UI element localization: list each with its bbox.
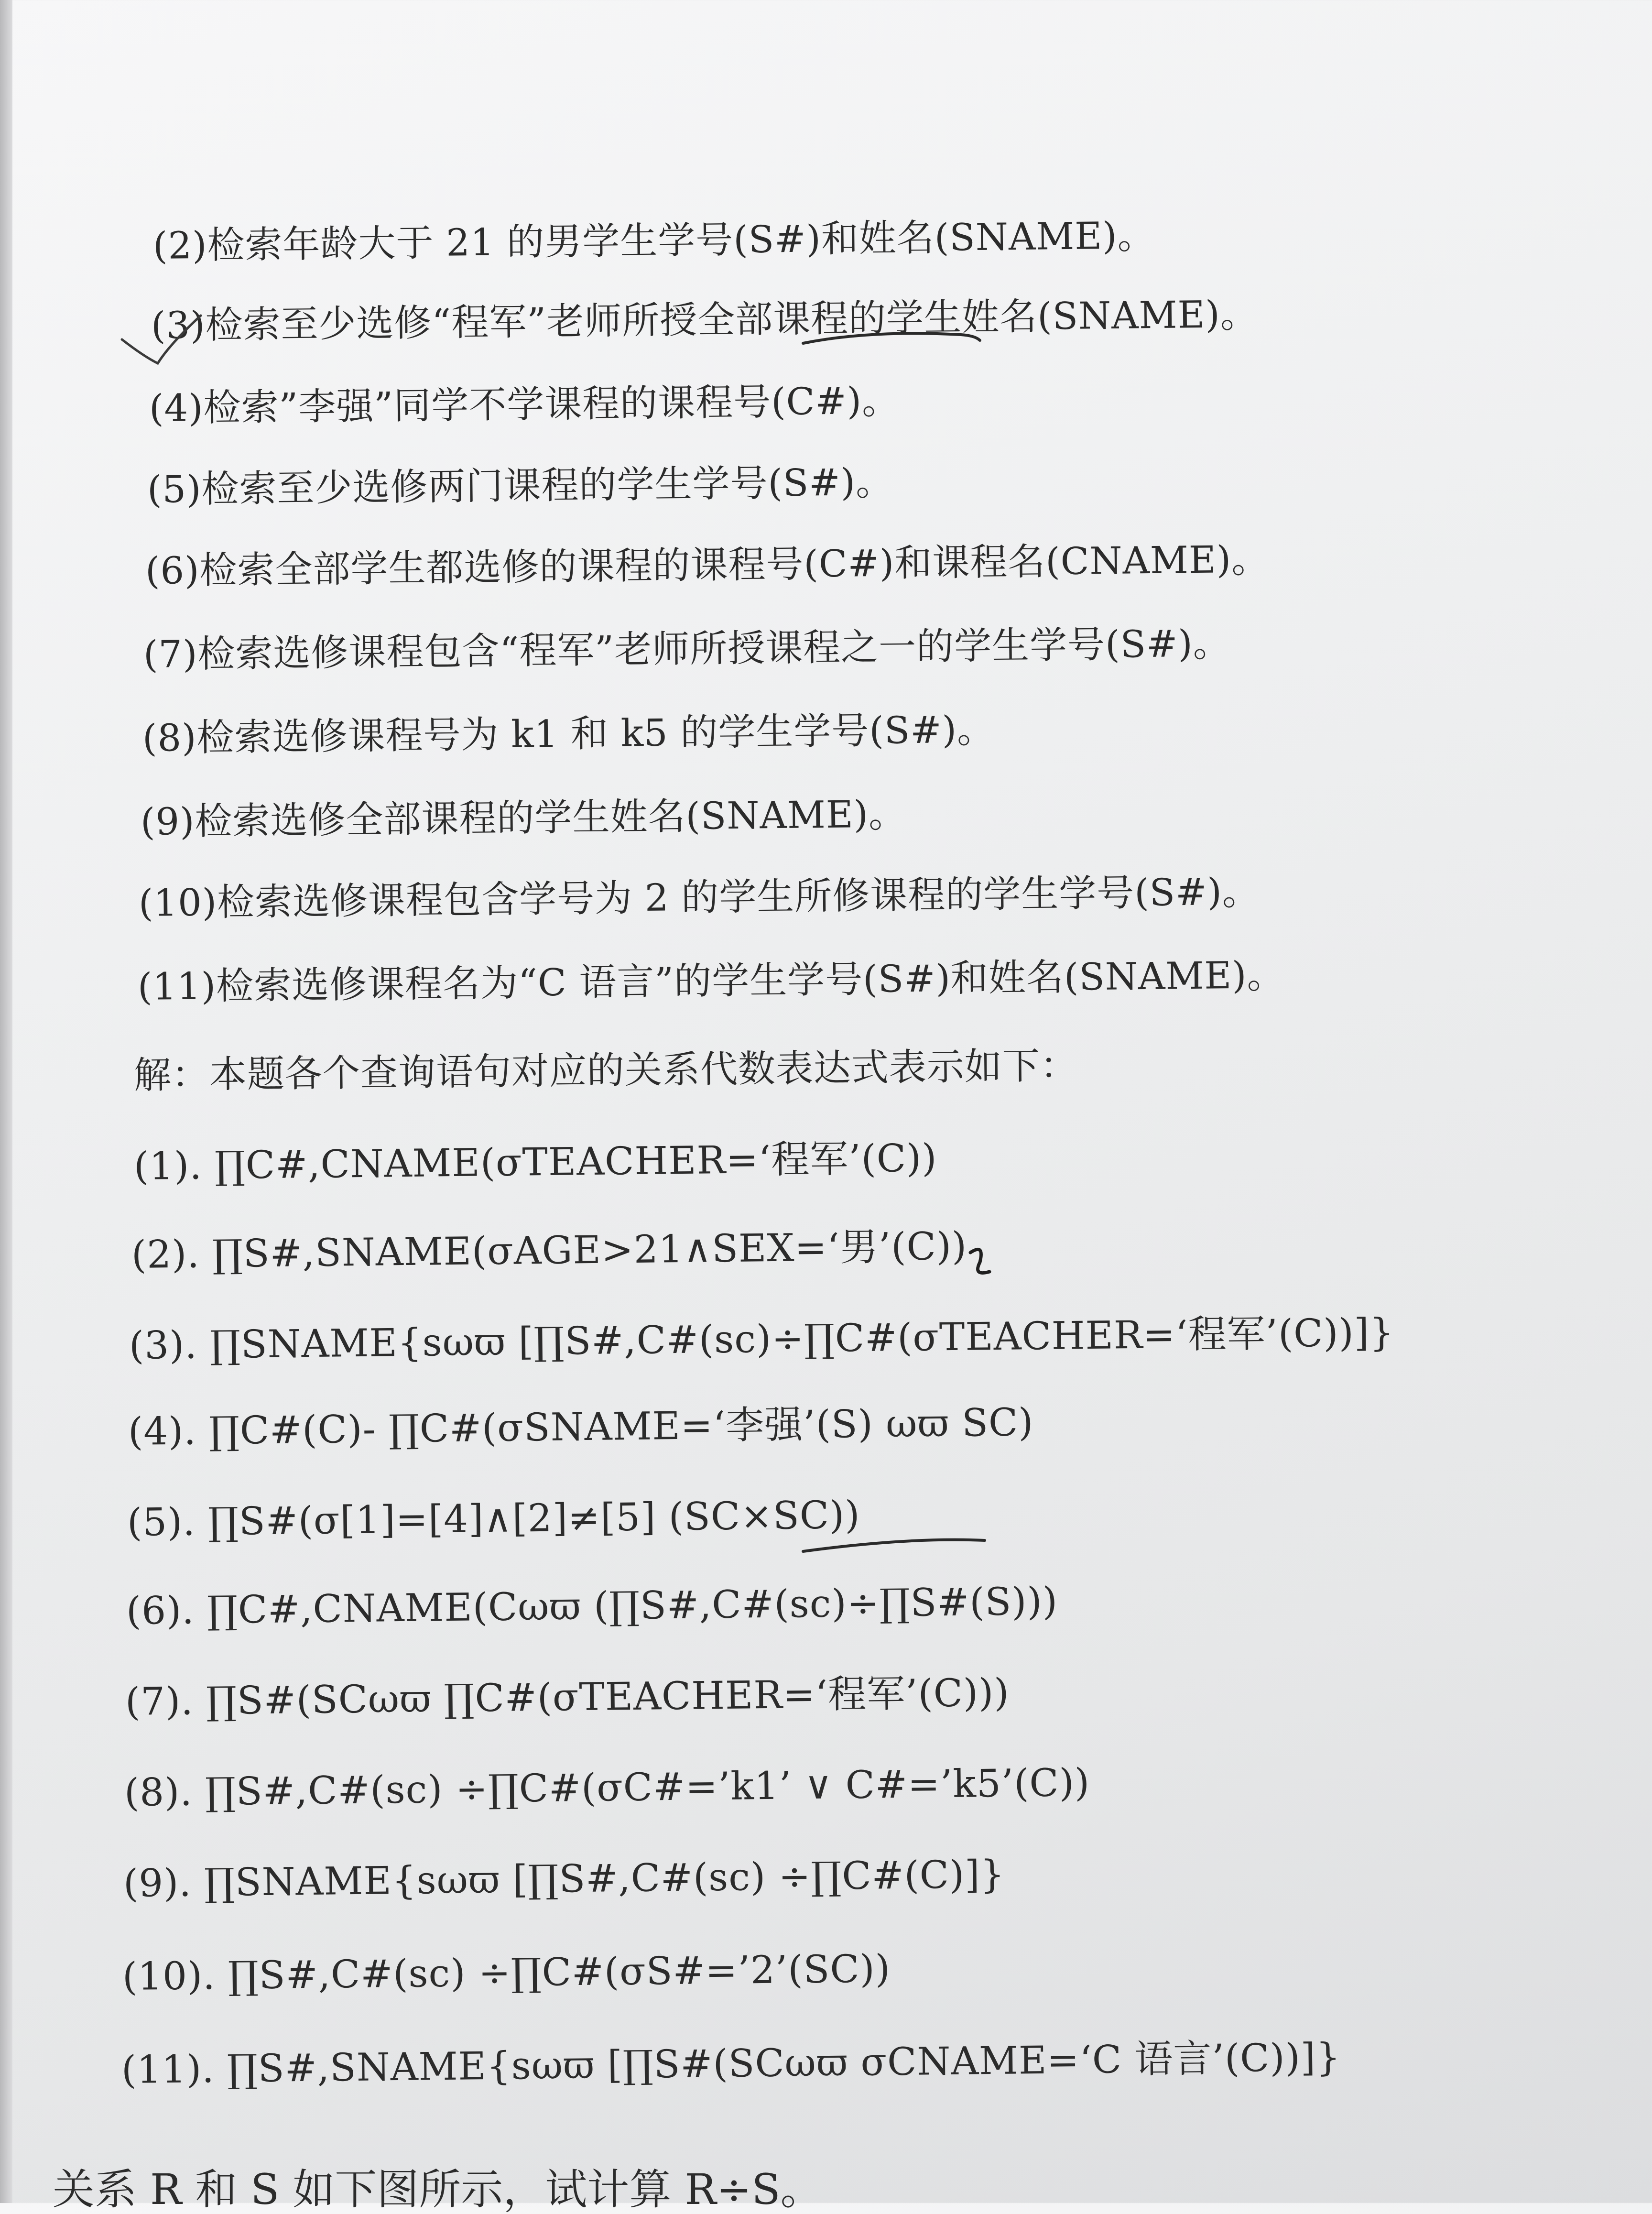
bottom-partial-line: 关系 R 和 S 如下图所示，试计算 R÷S。 — [53, 2165, 823, 2214]
answer-5: (5). ∏S#(σ[1]=[4]∧[2]≠[5] (SC×SC)) — [127, 1492, 860, 1545]
answer-6: (6). ∏C#,CNAME(Cωϖ (∏S#,C#(sc)÷∏S#(S))) — [126, 1579, 1058, 1633]
answer-4: (4). ∏C#(C)- ∏C#(σSNAME=‘李强’(S) ωϖ SC) — [128, 1400, 1034, 1454]
answer-9: (9). ∏SNAME{sωϖ [∏S#,C#(sc) ÷∏C#(C)]} — [123, 1852, 1005, 1906]
question-5: (5)检索至少选修两门课程的学生学号(S#)。 — [147, 460, 894, 512]
answer-8: (8). ∏S#,C#(sc) ÷∏C#(σC#=’k1’ ∨ C#=’k5’(C)) — [124, 1760, 1090, 1815]
question-4: (4)检索”李强”同学不学课程的课程号(C#)。 — [149, 379, 900, 430]
solution-intro: 解：本题各个查询语句对应的关系代数表达式表示如下： — [133, 1044, 1078, 1097]
question-6: (6)检索全部学生都选修的课程的课程号(C#)和课程名(CNAME)。 — [145, 538, 1270, 593]
question-10: (10)检索选修课程包含学号为 2 的学生所修课程的学生学号(S#)。 — [138, 870, 1261, 925]
correction-mark — [970, 1249, 989, 1273]
answer-7: (7). ∏S#(SCωϖ ∏C#(σTEACHER=‘程军’(C))) — [125, 1670, 1010, 1724]
question-3: (3)检索至少选修“程军”老师所授全部课程的学生姓名(SNAME)。 — [151, 293, 1259, 348]
question-7: (7)检索选修课程包含“程军”老师所授课程之一的学生学号(S#)。 — [143, 622, 1231, 676]
question-11: (11)检索选修课程名为“C 语言”的学生学号(S#)和姓名(SNAME)。 — [137, 953, 1285, 1009]
answer-10: (10). ∏S#,C#(sc) ÷∏C#(σS#=’2’(SC)) — [122, 1946, 891, 1999]
question-9: (9)检索选修全部课程的学生姓名(SNAME)。 — [140, 793, 907, 844]
answer-3: (3). ∏SNAME{sωϖ [∏S#,C#(sc)÷∏C#(σTEACHER=‘程军’(C))]} — [129, 1310, 1395, 1368]
answer-1: (1). ∏C#,CNAME(σTEACHER=‘程军’(C)) — [133, 1135, 937, 1189]
question-2: (2)检索年龄大于 21 的男学生学号(S#)和姓名(SNAME)。 — [152, 214, 1156, 268]
answer-2: (2). ∏S#,SNAME(σAGE>21∧SEX=‘男’(C)) — [131, 1223, 967, 1277]
question-8: (8)检索选修课程号为 k1 和 k5 的学生学号(S#)。 — [142, 708, 995, 760]
answer-11: (11). ∏S#,SNAME{sωϖ [∏S#(SCωϖ σCNAME=‘C 语言’(C))]} — [121, 2035, 1341, 2092]
underline-mark — [803, 1540, 985, 1551]
